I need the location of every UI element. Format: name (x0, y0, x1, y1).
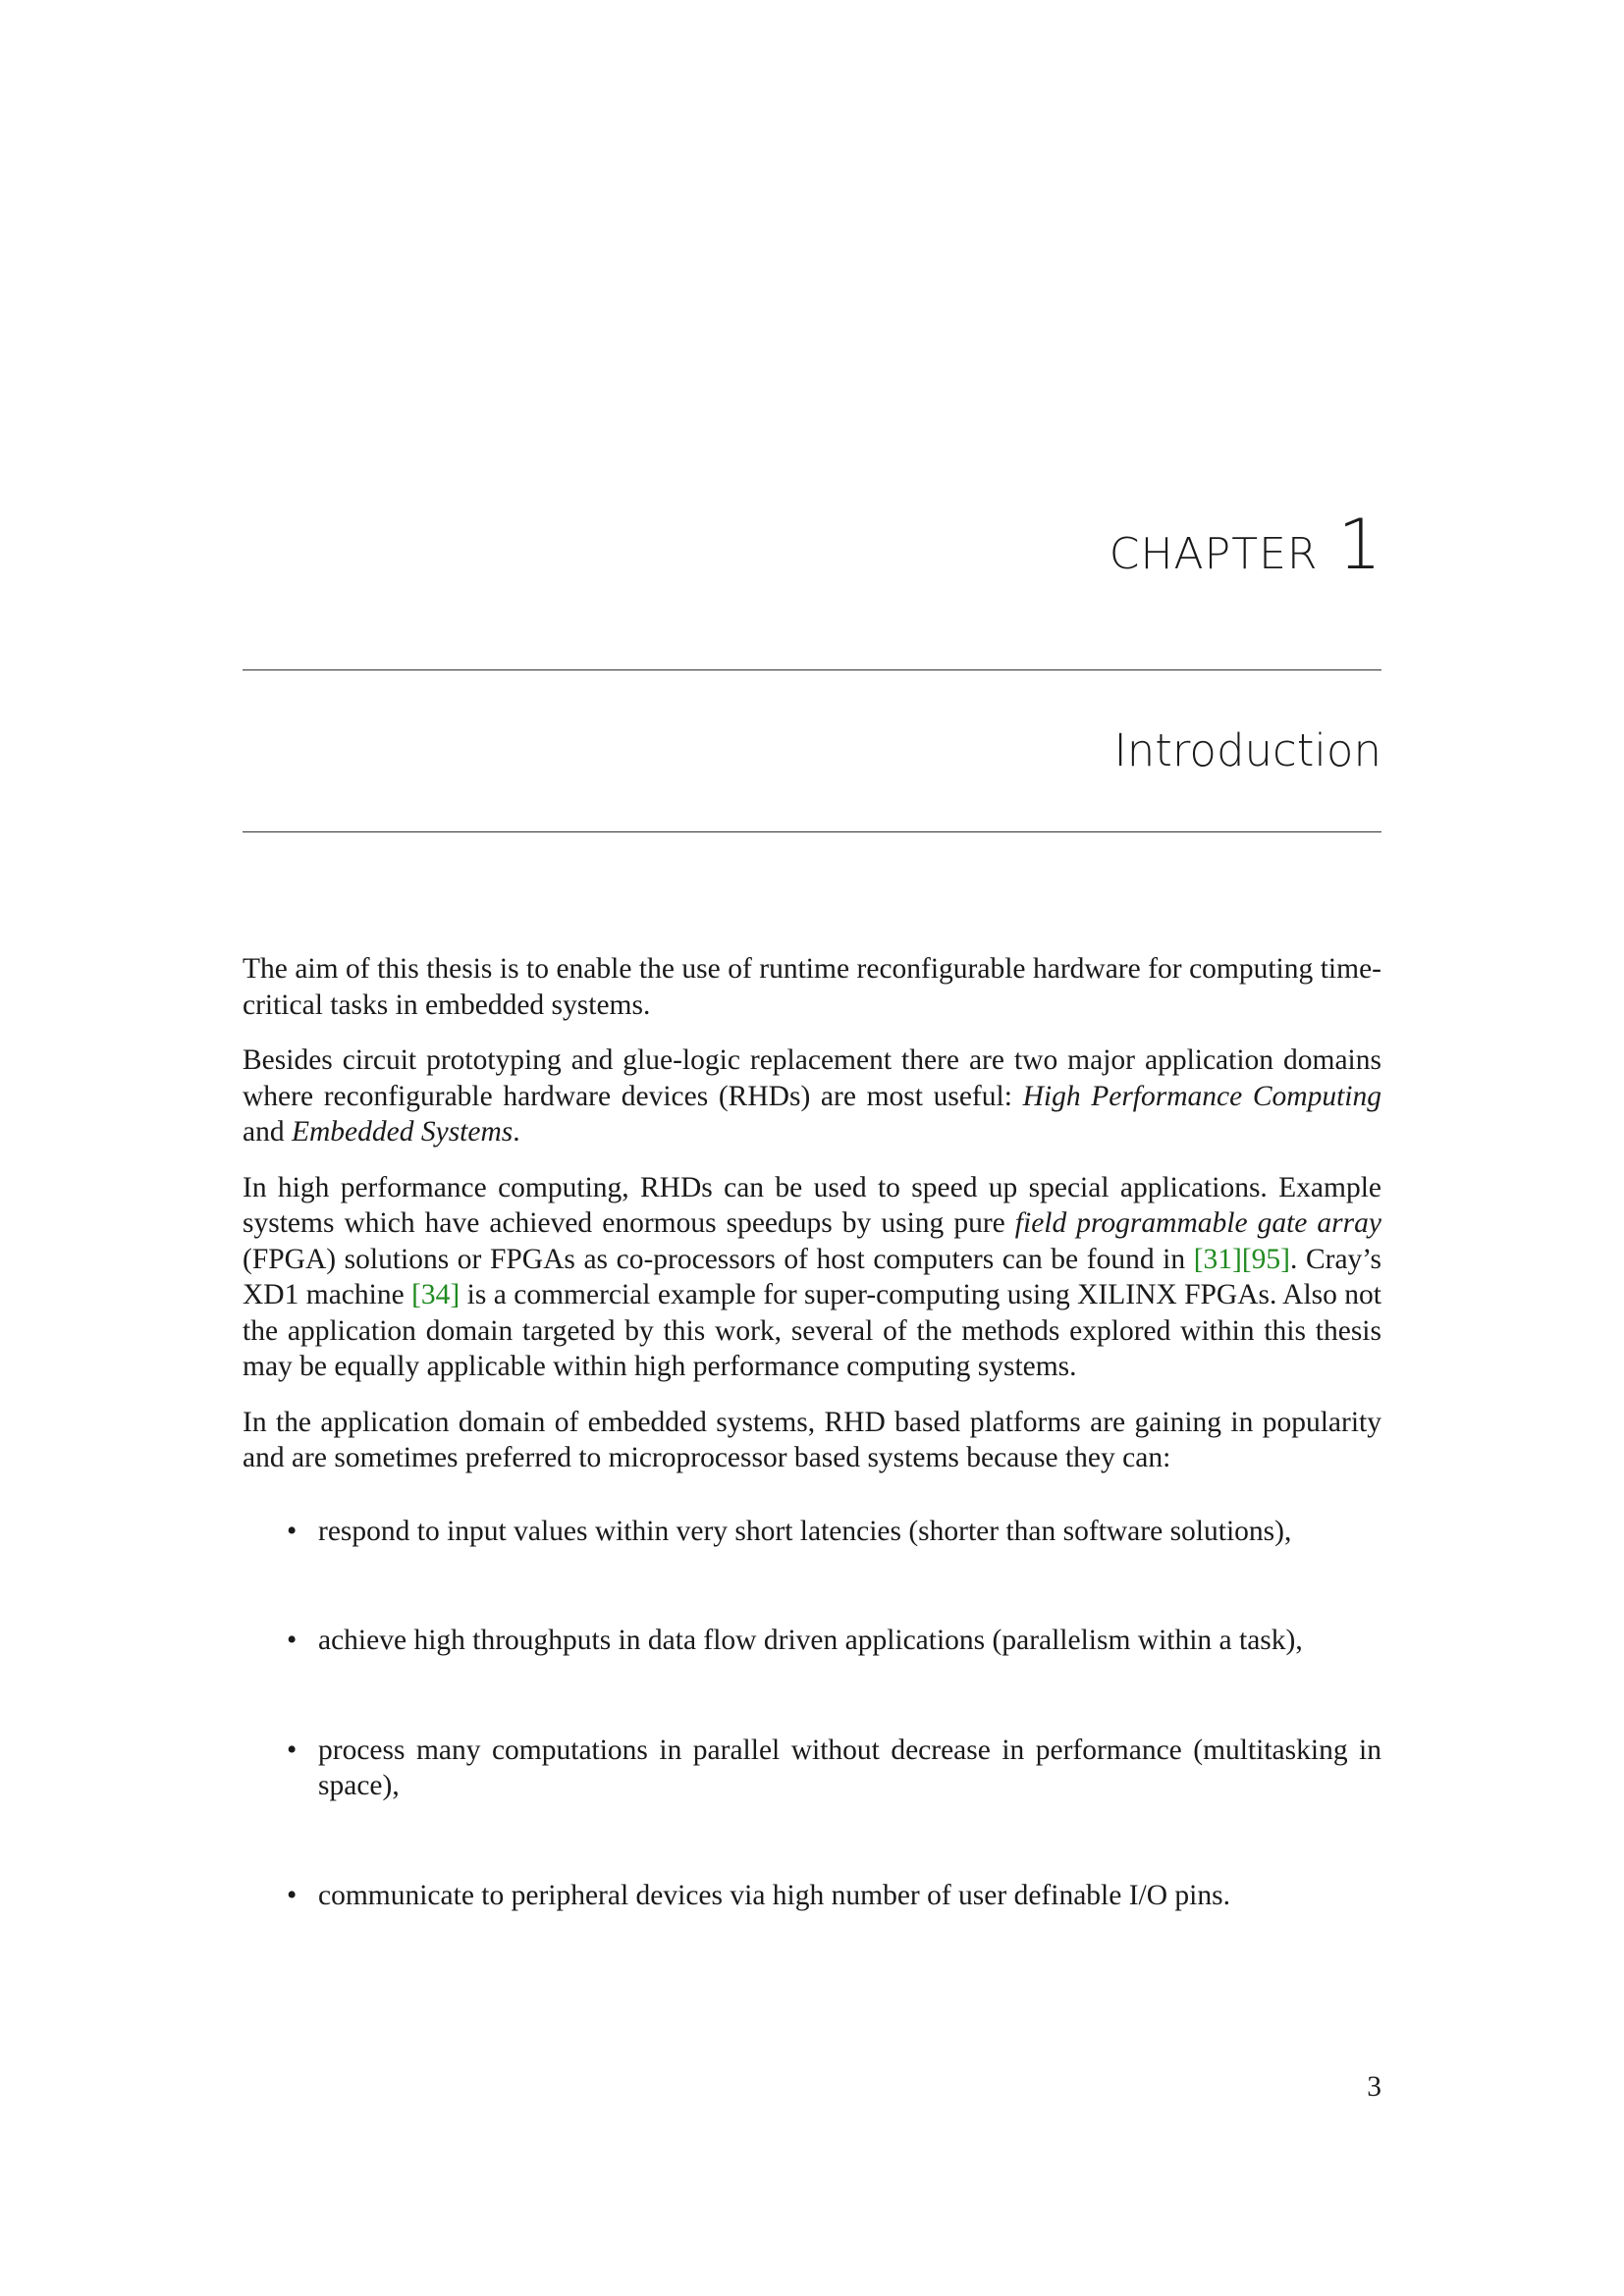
emphasis-embedded: Embedded Systems (291, 1116, 514, 1148)
chapter-label: CHAPTER (1109, 529, 1319, 579)
title-rule-bottom (243, 831, 1381, 832)
chapter-heading (243, 505, 1381, 585)
bullet-icon: • (287, 1515, 298, 1547)
paragraph-hpc: In high performance computing, RHDs can be used to speed up special applications. Example systems which have achieved enormous speedups by using pure field programmable gate array (FPGA) solutions or FPGAs as co-processors of host computers can be found in [31][95]. Cray’s XD1 machine [34] is a commercial example for super-computing using XILINX FPGAs. Also not the application domain targeted by this work, several of the methods explored within this thesis may be equally applicable within high performance computing systems. (243, 1171, 1382, 1382)
list-item: • communicate to peripheral devices via high number of user definable I/O pins. (243, 1878, 1381, 1914)
chapter-title: Introduction (1113, 724, 1381, 776)
paragraph-embedded: In the application domain of embedded systems, RHD based platforms are gaining in popularity and are sometimes preferred to microprocessor based systems because they can: (243, 1406, 1381, 1473)
emphasis-fpga: field programmable gate array (1014, 1207, 1381, 1239)
citation-link-95[interactable]: [95] (1241, 1243, 1290, 1275)
title-rule-top (243, 669, 1381, 670)
paragraph-domains: Besides circuit prototyping and glue-logic replacement there are two major application domains where reconfigurable hardware devices (RHDs) are most useful: High Performance Computing and Embedded Systems. (243, 1044, 1382, 1148)
list-item: • achieve high throughputs in data flow driven applications (parallelism within a task), (243, 1623, 1381, 1659)
page-number: 3 (1367, 2071, 1381, 2103)
emphasis-hpc: High Performance Computing (1022, 1080, 1382, 1112)
advantages-list (243, 1514, 1381, 1914)
list-item: • process many computations in parallel without decrease in performance (multitasking in space), (287, 1734, 1381, 1801)
chapter-body (243, 951, 1381, 1913)
chapter-number: 1 (1337, 505, 1381, 585)
citation-link-31[interactable]: [31] (1193, 1243, 1242, 1275)
paragraph-aim: The aim of this thesis is to enable the use of runtime reconfigurable hardware for computing time-critical tasks in embedded systems. (243, 953, 1381, 1021)
bullet-icon: • (287, 1734, 298, 1766)
citation-link-34[interactable]: [34] (411, 1279, 460, 1310)
bullet-icon: • (287, 1879, 298, 1911)
bullet-icon: • (287, 1625, 298, 1656)
list-item: • respond to input values within very short latencies (shorter than software solutions), (243, 1514, 1381, 1550)
